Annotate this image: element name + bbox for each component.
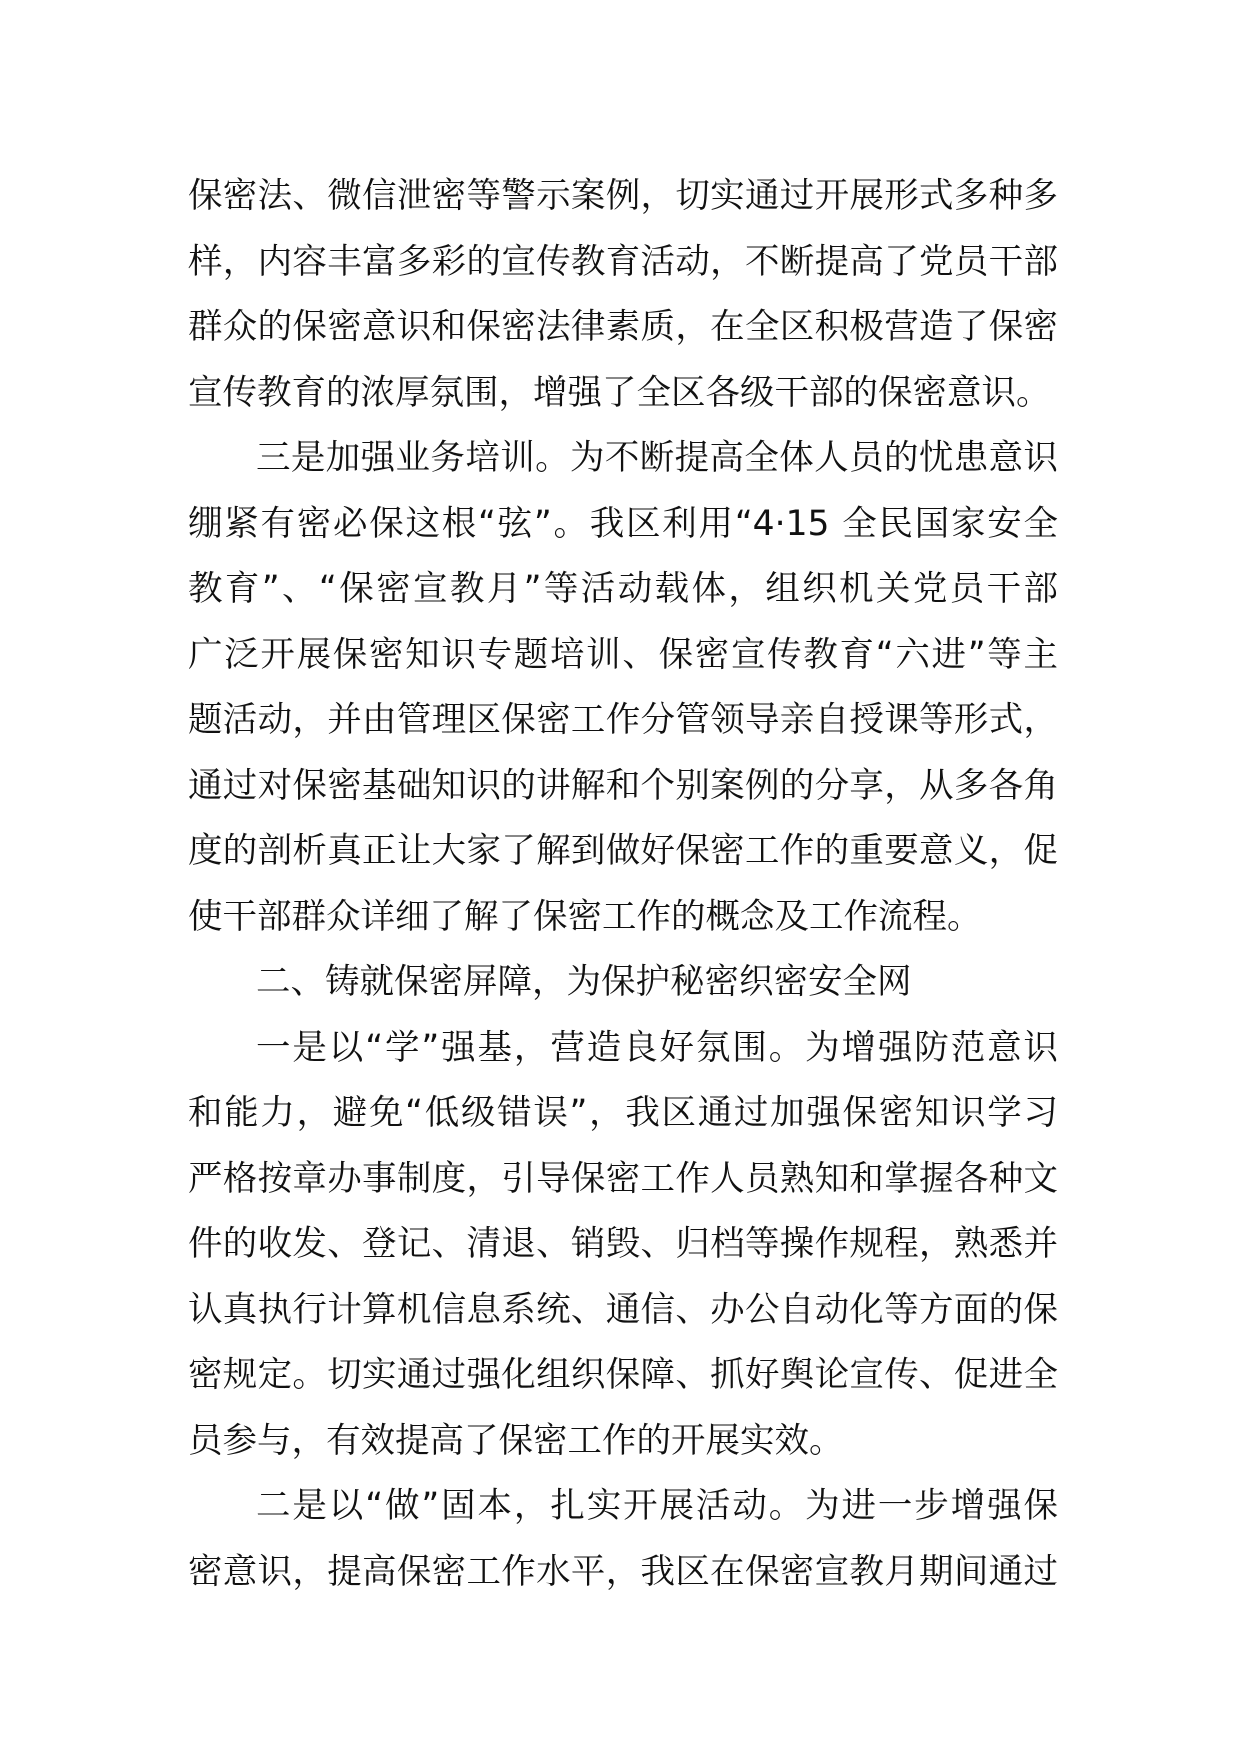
text-line: 教育”、“保密宣教月”等活动载体，组织机关党员干部 (188, 569, 1058, 609)
text-line: 三是加强业务培训。为不断提高全体人员的忧患意识 (256, 438, 1058, 478)
text-line: 保密法、微信泄密等警示案例，切实通过开展形式多种多 (188, 176, 1058, 216)
text-line: 度的剖析真正让大家了解到做好保密工作的重要意义，促 (188, 831, 1058, 871)
text-line: 样，内容丰富多彩的宣传教育活动，不断提高了党员干部 (188, 241, 1058, 282)
text-line: 群众的保密意识和保密法律素质，在全区积极营造了保密 (188, 307, 1058, 347)
text-line: 员参与，有效提高了保密工作的开展实效。 (188, 1420, 844, 1461)
text-line: 密意识，提高保密工作水平，我区在保密宣教月期间通过 (188, 1551, 1058, 1592)
text-line: 通过对保密基础知识的讲解和个别案例的分享，从多各角 (188, 765, 1058, 806)
text-line: 严格按章办事制度，引导保密工作人员熟知和掌握各种文 (188, 1158, 1058, 1199)
text-line: 广泛开展保密知识专题培训、保密宣传教育“六进”等主 (188, 634, 1058, 675)
text-line: 绷紧有密必保这根“弦”。我区利用“4·15 全民国家安全 (188, 503, 1058, 544)
text-line: 一是以“学”强基，营造良好氛围。为增强防范意识 (256, 1027, 1058, 1068)
text-line: 和能力，避免“低级错误”，我区通过加强保密知识学习 (188, 1093, 1058, 1133)
text-line: 件的收发、登记、清退、销毁、归档等操作规程，熟悉并 (188, 1224, 1058, 1264)
text-line: 宣传教育的浓厚氛围，增强了全区各级干部的保密意识。 (188, 372, 1051, 413)
text-line: 密规定。切实通过强化组织保障、抓好舆论宣传、促进全 (188, 1355, 1058, 1395)
text-line: 题活动，并由管理区保密工作分管领导亲自授课等形式， (188, 700, 1058, 740)
document-body (188, 164, 1058, 1605)
text-line: 使干部群众详细了解了保密工作的概念及工作流程。 (188, 896, 982, 937)
text-line: 二是以“做”固本，扎实开展活动。为进一步增强保 (256, 1486, 1058, 1526)
text-line: 认真执行计算机信息系统、通信、办公自动化等方面的保 (188, 1289, 1058, 1330)
section-heading: 二、铸就保密屏障，为保护秘密织密安全网 (256, 962, 912, 1002)
